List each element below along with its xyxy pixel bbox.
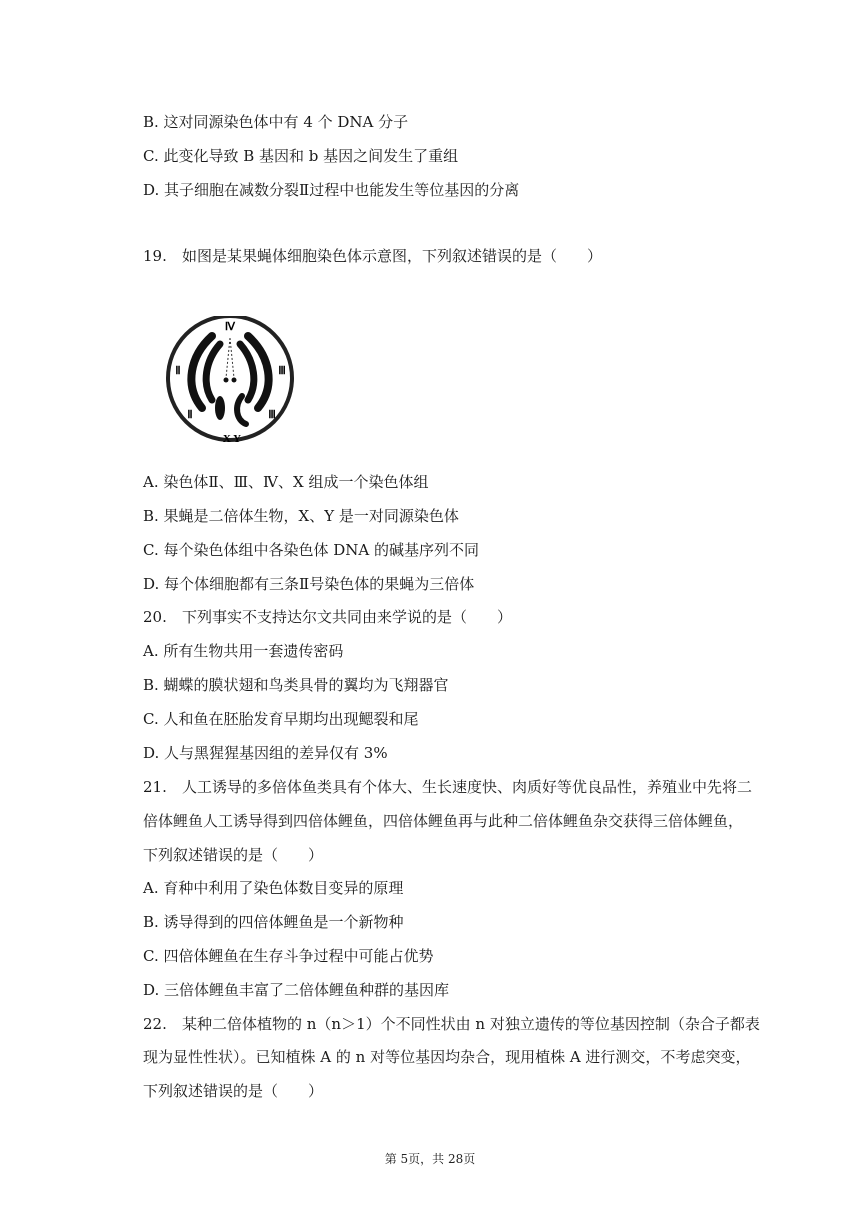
- q22-stem-line-2: 现为显性性状）。已知植株 A 的 n 对等位基因均杂合，现用植株 A 进行测交，不考虑突变，: [143, 1048, 751, 1066]
- q21-option-d: D. 三倍体鲤鱼丰富了二倍体鲤鱼种群的基因库: [143, 981, 450, 999]
- q19-option-d: D. 每个体细胞都有三条Ⅱ号染色体的果蝇为三倍体: [143, 575, 475, 593]
- q20-option-c: C. 人和鱼在胚胎发育早期均出现鳃裂和尾: [143, 710, 419, 728]
- page-footer: 第 5页，共 28页: [384, 1152, 476, 1166]
- q18-option-c: C. 此变化导致 B 基因和 b 基因之间发生了重组: [143, 147, 459, 165]
- q18-option-d: D. 其子细胞在减数分裂Ⅱ过程中也能发生等位基因的分离: [143, 181, 520, 199]
- q21-stem-line-2: 倍体鲤鱼人工诱导得到四倍体鲤鱼，四倍体鲤鱼再与此种二倍体鲤鱼杂交获得三倍体鲤鱼，: [143, 812, 744, 830]
- q22-number: 22.: [143, 1015, 167, 1033]
- q21-option-b: B. 诱导得到的四倍体鲤鱼是一个新物种: [143, 913, 404, 931]
- q21-option-c: C. 四倍体鲤鱼在生存斗争过程中可能占优势: [143, 947, 434, 965]
- label-ii-bottom: Ⅱ: [187, 409, 193, 421]
- q18-option-b: B. 这对同源染色体中有 4 个 DNA 分子: [143, 113, 409, 131]
- chromosome-diagram: [150, 316, 310, 446]
- label-iv: Ⅳ: [224, 321, 236, 333]
- q22-stem-line-1: 某种二倍体植物的 n（n＞1）个不同性状由 n 对独立遗传的等位基因控制（杂合子都表: [182, 1015, 760, 1033]
- label-xy: X Y: [222, 433, 242, 445]
- q21-stem-line-3: 下列叙述错误的是（ ）: [143, 846, 324, 864]
- q21-number: 21.: [143, 778, 167, 796]
- q21-stem-line-1: 人工诱导的多倍体鱼类具有个体大、生长速度快、肉质好等优良品性，养殖业中先将二: [182, 778, 753, 796]
- label-ii-mid: Ⅱ: [175, 365, 181, 377]
- q20-number: 20.: [143, 608, 167, 626]
- q21-option-a: A. 育种中利用了染色体数目变异的原理: [143, 879, 404, 897]
- q20-stem: 下列事实不支持达尔文共同由来学说的是（ ）: [182, 608, 513, 626]
- label-iii-mid: Ⅲ: [278, 365, 286, 377]
- q19-option-a: A. 染色体Ⅱ、Ⅲ、Ⅳ、X 组成一个染色体组: [143, 473, 429, 491]
- q22-stem-line-3: 下列叙述错误的是（ ）: [143, 1082, 324, 1100]
- q19-number: 19.: [143, 247, 167, 265]
- label-iii-bottom: Ⅲ: [268, 409, 276, 421]
- q19-option-b: B. 果蝇是二倍体生物，X、Y 是一对同源染色体: [143, 507, 459, 525]
- q20-option-a: A. 所有生物共用一套遗传密码: [143, 642, 344, 660]
- q19-option-c: C. 每个染色体组中各染色体 DNA 的碱基序列不同: [143, 541, 480, 559]
- q20-option-b: B. 蝴蝶的膜状翅和鸟类具骨的翼均为飞翔器官: [143, 676, 449, 694]
- q20-option-d: D. 人与黑猩猩基因组的差异仅有 3%: [143, 744, 388, 762]
- q19-stem: 如图是某果蝇体细胞染色体示意图，下列叙述错误的是（ ）: [182, 247, 603, 265]
